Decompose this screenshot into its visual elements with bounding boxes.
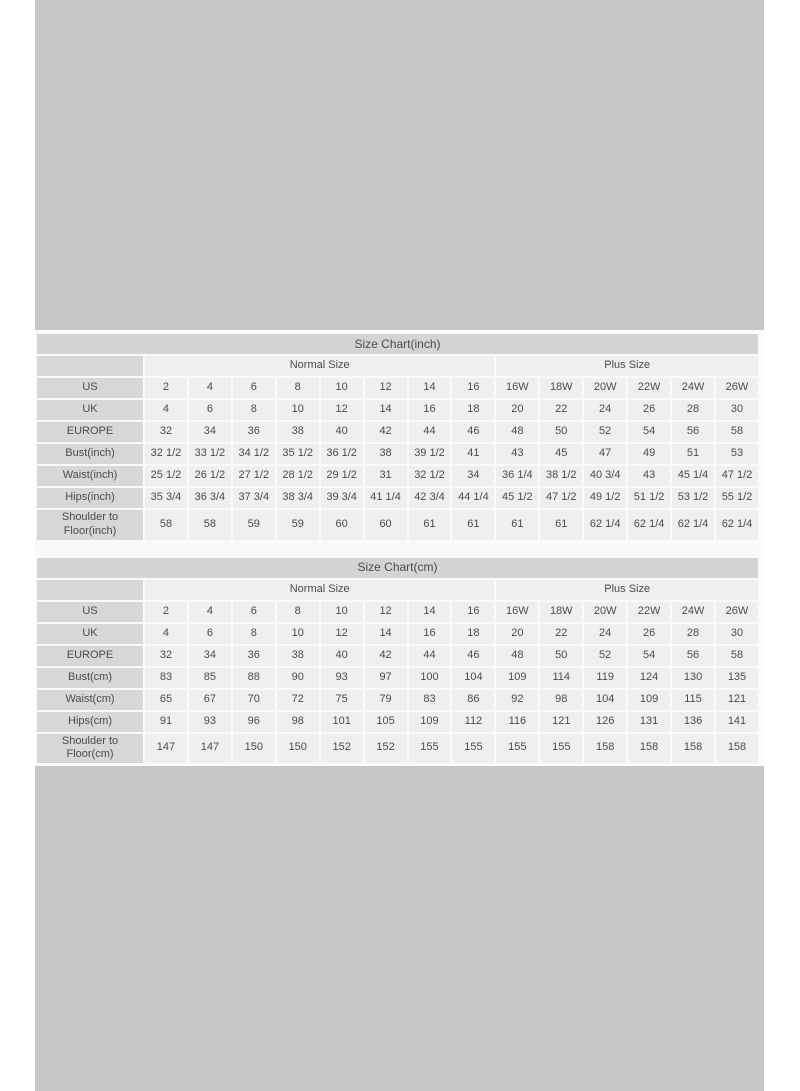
table-row xyxy=(37,378,758,398)
cell: 25 1/2 xyxy=(145,466,187,486)
cell: 38 xyxy=(277,422,319,442)
cell: 91 xyxy=(145,712,187,732)
cell: 4 xyxy=(189,378,231,398)
cell: 42 xyxy=(365,646,407,666)
cell: 24W xyxy=(672,378,714,398)
cell: 34 xyxy=(189,422,231,442)
gray-background xyxy=(35,0,764,1091)
cell: 135 xyxy=(716,668,758,688)
cell: 2 xyxy=(145,602,187,622)
cell: 98 xyxy=(540,690,582,710)
cell: 93 xyxy=(189,712,231,732)
cell: 18W xyxy=(540,602,582,622)
cell: 22 xyxy=(540,400,582,420)
cell: 70 xyxy=(233,690,275,710)
cell: 152 xyxy=(321,734,363,764)
cell: 34 1/2 xyxy=(233,444,275,464)
cell: 16 xyxy=(409,624,451,644)
cell: 4 xyxy=(189,602,231,622)
row-label: Waist(cm) xyxy=(37,690,143,710)
cell: 30 xyxy=(716,624,758,644)
cell: 54 xyxy=(628,422,670,442)
cell: 131 xyxy=(628,712,670,732)
cell: 53 1/2 xyxy=(672,488,714,508)
cell: 98 xyxy=(277,712,319,732)
row-label: Hips(cm) xyxy=(37,712,143,732)
cell: 48 xyxy=(496,422,538,442)
cell: 147 xyxy=(189,734,231,764)
cell: 150 xyxy=(233,734,275,764)
column-group-header: Plus Size xyxy=(496,356,758,376)
cell: 12 xyxy=(321,624,363,644)
cell: 32 xyxy=(145,422,187,442)
cell: 8 xyxy=(233,400,275,420)
size-chart-panel xyxy=(35,330,764,766)
table-row xyxy=(37,510,758,540)
row-label: UK xyxy=(37,400,143,420)
cell: 44 xyxy=(409,422,451,442)
cell: 28 xyxy=(672,624,714,644)
cell: 61 xyxy=(409,510,451,540)
cell: 26W xyxy=(716,602,758,622)
column-group-header: Normal Size xyxy=(145,356,494,376)
cell: 16 xyxy=(409,400,451,420)
cell: 16W xyxy=(496,378,538,398)
cell: 20 xyxy=(496,624,538,644)
cell: 42 3/4 xyxy=(409,488,451,508)
cell: 155 xyxy=(496,734,538,764)
cell: 158 xyxy=(672,734,714,764)
cell: 83 xyxy=(145,668,187,688)
cell: 48 xyxy=(496,646,538,666)
cell: 6 xyxy=(233,602,275,622)
cell: 147 xyxy=(145,734,187,764)
row-label: US xyxy=(37,378,143,398)
cell: 4 xyxy=(145,624,187,644)
cell: 24 xyxy=(584,400,626,420)
row-label: Bust(inch) xyxy=(37,444,143,464)
cell: 50 xyxy=(540,646,582,666)
cell: 14 xyxy=(409,602,451,622)
title-row xyxy=(37,334,758,354)
cell: 34 xyxy=(189,646,231,666)
cell: 58 xyxy=(189,510,231,540)
row-label: US xyxy=(37,602,143,622)
table-row xyxy=(37,668,758,688)
cell: 34 xyxy=(452,466,494,486)
cell: 16W xyxy=(496,602,538,622)
cell: 10 xyxy=(277,400,319,420)
cell: 45 1/2 xyxy=(496,488,538,508)
cell: 136 xyxy=(672,712,714,732)
cell: 24 xyxy=(584,624,626,644)
cell: 41 1/4 xyxy=(365,488,407,508)
cell: 33 1/2 xyxy=(189,444,231,464)
cell: 75 xyxy=(321,690,363,710)
cell: 32 1/2 xyxy=(145,444,187,464)
cell: 16 xyxy=(452,602,494,622)
cell: 43 xyxy=(628,466,670,486)
cell: 47 1/2 xyxy=(716,466,758,486)
cell: 115 xyxy=(672,690,714,710)
cell: 58 xyxy=(716,422,758,442)
cell: 38 xyxy=(365,444,407,464)
cell: 44 1/4 xyxy=(452,488,494,508)
cell: 112 xyxy=(452,712,494,732)
row-label: UK xyxy=(37,624,143,644)
cell: 109 xyxy=(409,712,451,732)
cell: 4 xyxy=(145,400,187,420)
cell: 83 xyxy=(409,690,451,710)
row-label: Shoulder to Floor(inch) xyxy=(37,510,143,540)
cell: 126 xyxy=(584,712,626,732)
cell: 38 3/4 xyxy=(277,488,319,508)
cell: 30 xyxy=(716,400,758,420)
cell: 26W xyxy=(716,378,758,398)
cell: 109 xyxy=(496,668,538,688)
cell: 158 xyxy=(584,734,626,764)
cell: 28 1/2 xyxy=(277,466,319,486)
cell: 116 xyxy=(496,712,538,732)
cell: 29 1/2 xyxy=(321,466,363,486)
table-row xyxy=(37,646,758,666)
table-title: Size Chart(inch) xyxy=(37,334,758,354)
cell: 52 xyxy=(584,646,626,666)
cell: 45 xyxy=(540,444,582,464)
cell: 121 xyxy=(540,712,582,732)
group-header-row xyxy=(37,356,758,376)
cell: 26 1/2 xyxy=(189,466,231,486)
cell: 100 xyxy=(409,668,451,688)
cell: 12 xyxy=(365,602,407,622)
cell: 8 xyxy=(233,624,275,644)
cell: 41 xyxy=(452,444,494,464)
cell: 51 1/2 xyxy=(628,488,670,508)
cell: 65 xyxy=(145,690,187,710)
cell: 101 xyxy=(321,712,363,732)
cell: 56 xyxy=(672,646,714,666)
cell: 6 xyxy=(189,624,231,644)
cell: 26 xyxy=(628,400,670,420)
cell: 14 xyxy=(365,624,407,644)
cell: 40 xyxy=(321,422,363,442)
cell: 2 xyxy=(145,378,187,398)
cell: 152 xyxy=(365,734,407,764)
cell: 20 xyxy=(496,400,538,420)
cell: 27 1/2 xyxy=(233,466,275,486)
size-chart-cm-table xyxy=(35,556,760,766)
cell: 141 xyxy=(716,712,758,732)
group-header-row xyxy=(37,580,758,600)
cell: 61 xyxy=(496,510,538,540)
cell: 85 xyxy=(189,668,231,688)
cell: 62 1/4 xyxy=(584,510,626,540)
cell: 72 xyxy=(277,690,319,710)
cell: 55 1/2 xyxy=(716,488,758,508)
table-row xyxy=(37,422,758,442)
cell: 92 xyxy=(496,690,538,710)
cell: 60 xyxy=(321,510,363,540)
cell: 8 xyxy=(277,378,319,398)
cell: 158 xyxy=(716,734,758,764)
cell: 39 1/2 xyxy=(409,444,451,464)
cell: 39 3/4 xyxy=(321,488,363,508)
cell: 62 1/4 xyxy=(628,510,670,540)
cell: 61 xyxy=(452,510,494,540)
cell: 6 xyxy=(233,378,275,398)
table-row xyxy=(37,466,758,486)
cell: 155 xyxy=(409,734,451,764)
cell: 12 xyxy=(365,378,407,398)
cell: 49 1/2 xyxy=(584,488,626,508)
cell: 14 xyxy=(409,378,451,398)
cell: 93 xyxy=(321,668,363,688)
cell: 46 xyxy=(452,422,494,442)
cell: 104 xyxy=(452,668,494,688)
cell: 130 xyxy=(672,668,714,688)
cell: 56 xyxy=(672,422,714,442)
cell: 59 xyxy=(233,510,275,540)
cell: 28 xyxy=(672,400,714,420)
cell: 10 xyxy=(277,624,319,644)
cell: 49 xyxy=(628,444,670,464)
cell: 79 xyxy=(365,690,407,710)
table-row xyxy=(37,400,758,420)
row-label: Bust(cm) xyxy=(37,668,143,688)
cell: 114 xyxy=(540,668,582,688)
cell: 18 xyxy=(452,624,494,644)
cell: 35 3/4 xyxy=(145,488,187,508)
cell: 96 xyxy=(233,712,275,732)
cell: 20W xyxy=(584,602,626,622)
cell: 37 3/4 xyxy=(233,488,275,508)
table-row xyxy=(37,602,758,622)
cell: 62 1/4 xyxy=(716,510,758,540)
cell: 22W xyxy=(628,602,670,622)
cell: 45 1/4 xyxy=(672,466,714,486)
cell: 38 xyxy=(277,646,319,666)
cell: 47 1/2 xyxy=(540,488,582,508)
row-label: EUROPE xyxy=(37,646,143,666)
column-group-header: Plus Size xyxy=(496,580,758,600)
cell: 58 xyxy=(716,646,758,666)
cell: 32 1/2 xyxy=(409,466,451,486)
cell: 109 xyxy=(628,690,670,710)
cell: 10 xyxy=(321,378,363,398)
table-row xyxy=(37,712,758,732)
size-chart-inch-table xyxy=(35,332,760,542)
cell: 40 3/4 xyxy=(584,466,626,486)
cell: 119 xyxy=(584,668,626,688)
cell: 36 xyxy=(233,646,275,666)
cell: 90 xyxy=(277,668,319,688)
table-row xyxy=(37,734,758,764)
cell: 43 xyxy=(496,444,538,464)
cell: 22 xyxy=(540,624,582,644)
table-row xyxy=(37,624,758,644)
cell: 86 xyxy=(452,690,494,710)
cell: 88 xyxy=(233,668,275,688)
table-row xyxy=(37,444,758,464)
row-label: Shoulder to Floor(cm) xyxy=(37,734,143,764)
cell: 18 xyxy=(452,400,494,420)
corner-cell xyxy=(37,356,143,376)
cell: 14 xyxy=(365,400,407,420)
cell: 50 xyxy=(540,422,582,442)
cell: 36 xyxy=(233,422,275,442)
cell: 12 xyxy=(321,400,363,420)
cell: 61 xyxy=(540,510,582,540)
cell: 35 1/2 xyxy=(277,444,319,464)
title-row xyxy=(37,558,758,578)
cell: 6 xyxy=(189,400,231,420)
cell: 54 xyxy=(628,646,670,666)
cell: 38 1/2 xyxy=(540,466,582,486)
cell: 51 xyxy=(672,444,714,464)
corner-cell xyxy=(37,580,143,600)
row-label: Waist(inch) xyxy=(37,466,143,486)
cell: 46 xyxy=(452,646,494,666)
cell: 16 xyxy=(452,378,494,398)
cell: 97 xyxy=(365,668,407,688)
cell: 58 xyxy=(145,510,187,540)
cell: 155 xyxy=(540,734,582,764)
cell: 59 xyxy=(277,510,319,540)
table-row xyxy=(37,690,758,710)
cell: 36 3/4 xyxy=(189,488,231,508)
cell: 22W xyxy=(628,378,670,398)
cell: 67 xyxy=(189,690,231,710)
cell: 24W xyxy=(672,602,714,622)
cell: 8 xyxy=(277,602,319,622)
cell: 18W xyxy=(540,378,582,398)
cell: 150 xyxy=(277,734,319,764)
cell: 104 xyxy=(584,690,626,710)
cell: 36 1/4 xyxy=(496,466,538,486)
cell: 105 xyxy=(365,712,407,732)
row-label: EUROPE xyxy=(37,422,143,442)
cell: 44 xyxy=(409,646,451,666)
cell: 124 xyxy=(628,668,670,688)
cell: 60 xyxy=(365,510,407,540)
cell: 36 1/2 xyxy=(321,444,363,464)
cell: 158 xyxy=(628,734,670,764)
row-label: Hips(inch) xyxy=(37,488,143,508)
cell: 26 xyxy=(628,624,670,644)
cell: 121 xyxy=(716,690,758,710)
cell: 155 xyxy=(452,734,494,764)
cell: 31 xyxy=(365,466,407,486)
table-title: Size Chart(cm) xyxy=(37,558,758,578)
cell: 32 xyxy=(145,646,187,666)
cell: 20W xyxy=(584,378,626,398)
cell: 42 xyxy=(365,422,407,442)
cell: 53 xyxy=(716,444,758,464)
cell: 52 xyxy=(584,422,626,442)
column-group-header: Normal Size xyxy=(145,580,494,600)
cell: 47 xyxy=(584,444,626,464)
cell: 62 1/4 xyxy=(672,510,714,540)
table-row xyxy=(37,488,758,508)
cell: 40 xyxy=(321,646,363,666)
cell: 10 xyxy=(321,602,363,622)
